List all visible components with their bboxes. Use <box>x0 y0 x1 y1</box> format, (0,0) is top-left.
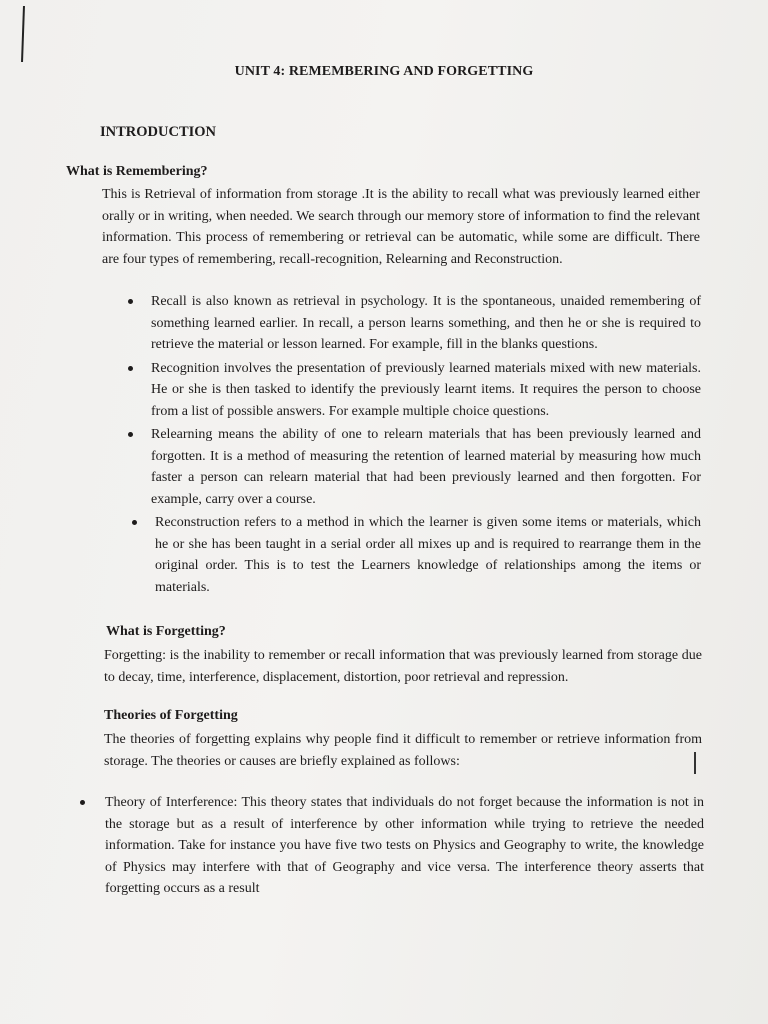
bullet-icon <box>128 299 133 304</box>
unit-title: UNIT 4: REMEMBERING AND FORGETTING <box>234 64 534 79</box>
remembering-heading: What is Remembering? <box>66 164 208 179</box>
list-item <box>80 792 704 900</box>
bullet-icon <box>80 800 85 805</box>
list-item <box>128 291 701 356</box>
pen-margin-mark <box>21 6 25 62</box>
list-item-text: Relearning means the ability of one to relearn materials that has been previously learned and forgotten. It is a method of measuring the retention of learned material by measuring how much faster a person can relearn material that had been previously learned and then forgotten. For example, carry over a course. <box>151 427 701 507</box>
list-item <box>128 424 701 510</box>
bullet-icon <box>132 520 137 525</box>
remembering-paragraph: This is Retrieval of information from storage .It is the ability to recall what was previously learned either orally or in writing, when needed. We search through our memory store of information to find the relevant information. This process of remembering or retrieval can be automatic, while some are difficult. There are four types of remembering, recall-recognition, Relearning and Reconstruction. <box>102 187 700 267</box>
list-item <box>128 358 701 423</box>
introduction-heading: INTRODUCTION <box>100 124 217 140</box>
list-item-text: Reconstruction refers to a method in which the learner is given some items or materials, which he or she has been taught in a serial order all mixes up and is required to rearrange them in the original order. This is to test the Learners knowledge of relationships among the items or materials. <box>155 515 701 595</box>
forgetting-heading: What is Forgetting? <box>106 624 226 639</box>
theories-paragraph: The theories of forgetting explains why people find it difficult to remember or retrieve information from storage. The theories or causes are briefly explained as follows: <box>104 732 702 769</box>
remembering-types-list <box>128 291 701 598</box>
forgetting-paragraph: Forgetting: is the inability to remember or recall information that was previously learned from storage due to decay, time, interference, displacement, distortion, poor retrieval and repression. <box>104 648 702 685</box>
list-item <box>128 512 701 598</box>
list-item-text: Recognition involves the presentation of previously learned materials mixed with new materials. He or she is then tasked to identify the previously learnt items. It requires the person to choose from a list of possible answers. For example multiple choice questions. <box>151 360 701 419</box>
bullet-icon <box>128 432 133 437</box>
list-item-text: Recall is also known as retrieval in psychology. It is the spontaneous, unaided remembering of something learned earlier. In recall, a person learns something, and then he or she is required to retrieve the material or lesson learned. For example, fill in the blanks questions. <box>151 294 701 352</box>
list-item-text: Theory of Interference: This theory states that individuals do not forget because the information is not in the storage but as a result of interference by other information while trying to retrieve the needed information. Take for instance you have five two tests on Physics and Geography to write, the knowledge of Physics may interfere with that of Geography and vice versa. The interference theory asserts that forgetting occurs as a result <box>105 795 704 896</box>
bullet-icon <box>128 366 133 371</box>
theories-heading: Theories of Forgetting <box>104 708 238 723</box>
pen-stroke-mark <box>694 752 696 774</box>
theories-list <box>80 792 704 900</box>
